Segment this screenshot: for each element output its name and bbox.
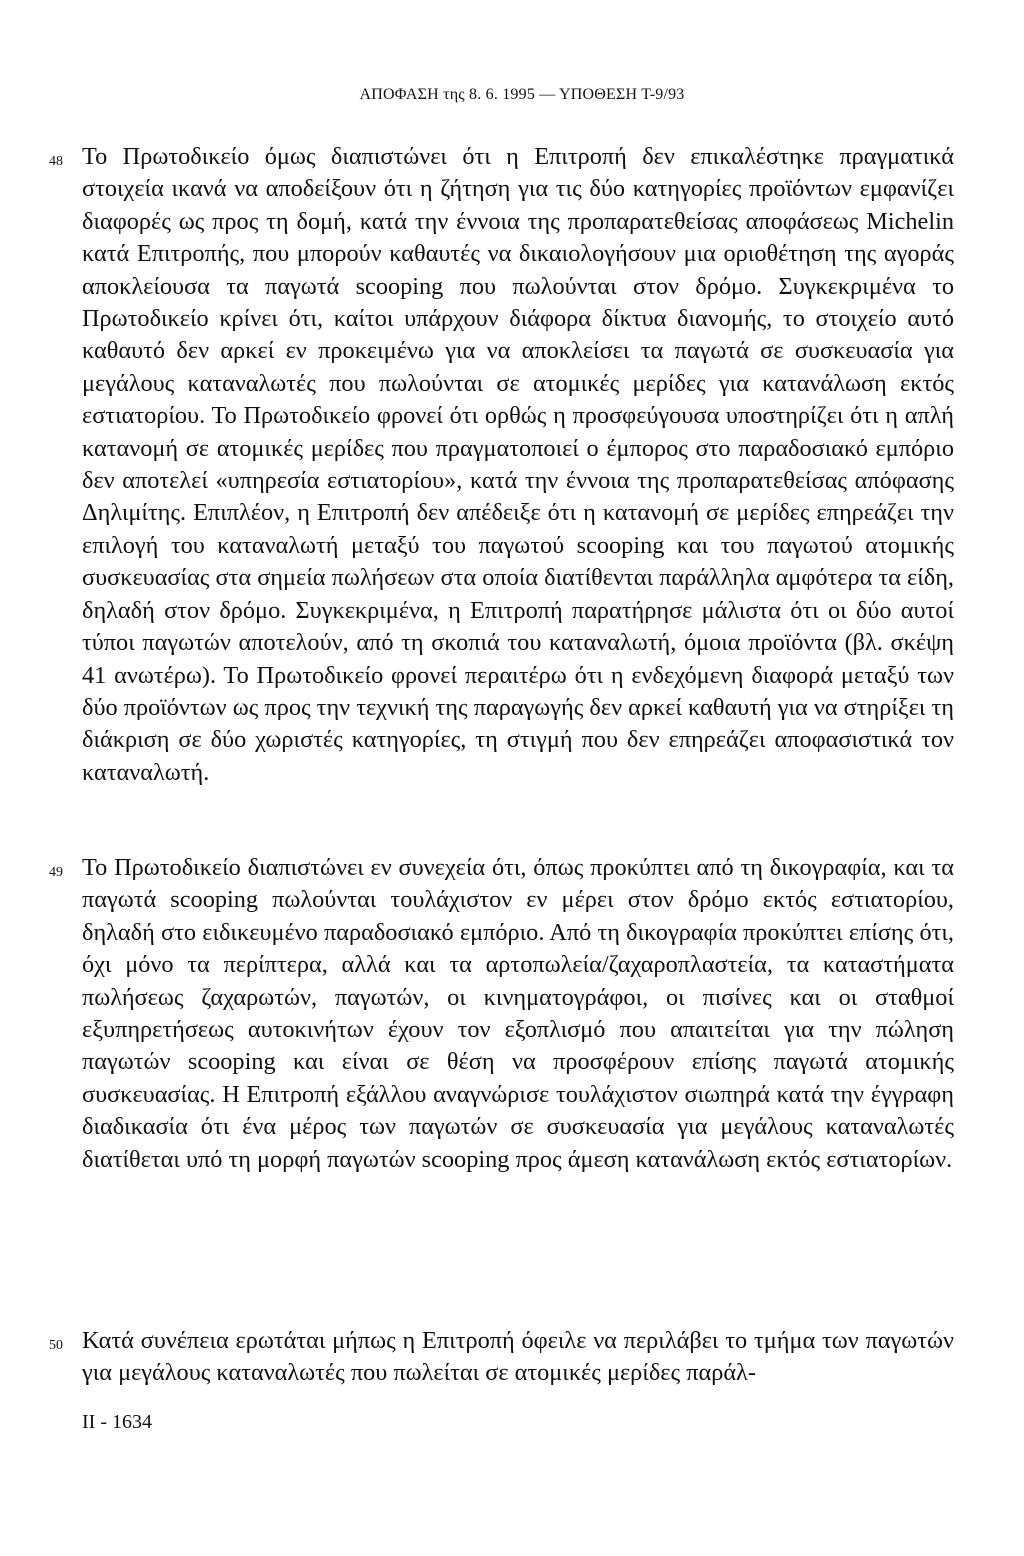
paragraph-number-48: 48 [49, 154, 63, 169]
paragraph-50: Κατά συνέπεια ερωτάται μήπως η Επιτροπή όφειλε να περιλάβει το τμήμα των παγωτών για μεγάλους καταναλωτές που πωλείται σε ατομικές μερίδες παράλ- [82, 1327, 954, 1387]
paragraph-number-49: 49 [49, 865, 63, 880]
paragraph-48: Το Πρωτοδικείο όμως διαπιστώνει ότι η Επιτροπή δεν επικαλέστηκε πραγματικά στοιχεία ικανά να αποδείξουν ότι η ζήτηση για τις δύο κατηγορίες προϊόντων εμφανίζει διαφορές ως προς τη δομή, κατά την έννοια της προπαρατεθείσας αποφάσεως Michelin κατά Επιτροπής, που μπορούν καθαυτές να δικαιολογήσουν μια οριοθέτηση της αγοράς αποκλείουσα τα παγωτά scooping που πωλούνται στον δρόμο. Συγκεκριμένα το Πρωτοδικείο κρίνει ότι, καίτοι υπάρχουν διάφορα δίκτυα διανομής, το στοιχείο αυτό καθαυτό δεν αρκεί εν προκειμένω για να αποκλείσει τα παγωτά σε συσκευασία για μεγάλους καταναλωτές που πωλούνται σε ατομικές μερίδες για κατανάλωση εκτός εστιατορίου. Το Πρωτοδικείο φρονεί ότι ορθώς η προσφεύγουσα υποστηρίζει ότι η απλή κατανομή σε ατομικές μερίδες που πραγματοποιεί ο έμπορος στο παραδοσιακό εμπόριο δεν αποτελεί «υπηρεσία εστιατορίου», κατά την έννοια της προπαρατεθείσας απόφασης Δηλιμίτης. Επιπλέον, η Επιτροπή δεν απέδειξε ότι η κατανομή σε μερίδες επηρεάζει την επιλογή του καταναλωτή μεταξύ του παγωτού scooping και του παγωτού ατομικής συσκευασίας στα σημεία πωλήσεων στα οποία διατίθενται παράλληλα αμφότερα τα είδη, δηλαδή στον δρόμο. Συγκεκριμένα, η Επιτροπή παρατήρησε μάλιστα ότι οι δύο αυτοί τύποι παγωτών αποτελούν, από τη σκοπιά του καταναλωτή, όμοια προϊόντα (βλ. σκέψη 41 ανωτέρω). Το Πρωτοδικείο φρονεί περαιτέρω ότι η ενδεχόμενη διαφορά μεταξύ των δύο προϊόντων ως προς την τεχνική της παραγωγής δεν αρκεί καθαυτή για να στηρίξει τη διάκριση σε δύο χωριστές κατηγορίες, τη στιγμή που δεν επηρεάζει αποφασιστικά τον καταναλωτή. [82, 143, 954, 786]
page-header: ΑΠΟΦΑΣΗ της 8. 6. 1995 — ΥΠΟΘΕΣΗ Τ-9/93 [359, 86, 685, 103]
paragraph-49: Το Πρωτοδικείο διαπιστώνει εν συνεχεία ότι, όπως προκύπτει από τη δικογραφία, και τα παγωτά scooping πωλούνται τουλάχιστον εν μέρει στον δρόμο εκτός εστιατορίου, δηλαδή στο ειδικευμένο παραδοσιακό εμπόριο. Από τη δικογραφία προκύπτει επίσης ότι, όχι μόνο τα περίπτερα, αλλά και τα αρτοπωλεία/ζαχαροπλαστεία, τα καταστήματα πωλήσεως ζαχαρωτών, παγωτών, οι κινηματογράφοι, οι πισίνες και οι σταθμοί εξυπηρετήσεως αυτοκινήτων έχουν τον εξοπλισμό που απαιτείται για την πώληση παγωτών scooping και είναι σε θέση να προσφέρουν επίσης παγωτά ατομικής συσκευασίας. Η Επιτροπή εξάλλου αναγνώρισε τουλάχιστον σιωπηρά κατά την έγγραφη διαδικασία ότι ένα μέρος των παγωτών σε συσκευασία για μεγάλους καταναλωτές διατίθεται υπό τη μορφή παγωτών scooping προς άμεση κατανάλωση εκτός εστιατορίων. [82, 854, 954, 1173]
page-number: II - 1634 [82, 1411, 152, 1433]
paragraph-number-50: 50 [49, 1338, 63, 1353]
